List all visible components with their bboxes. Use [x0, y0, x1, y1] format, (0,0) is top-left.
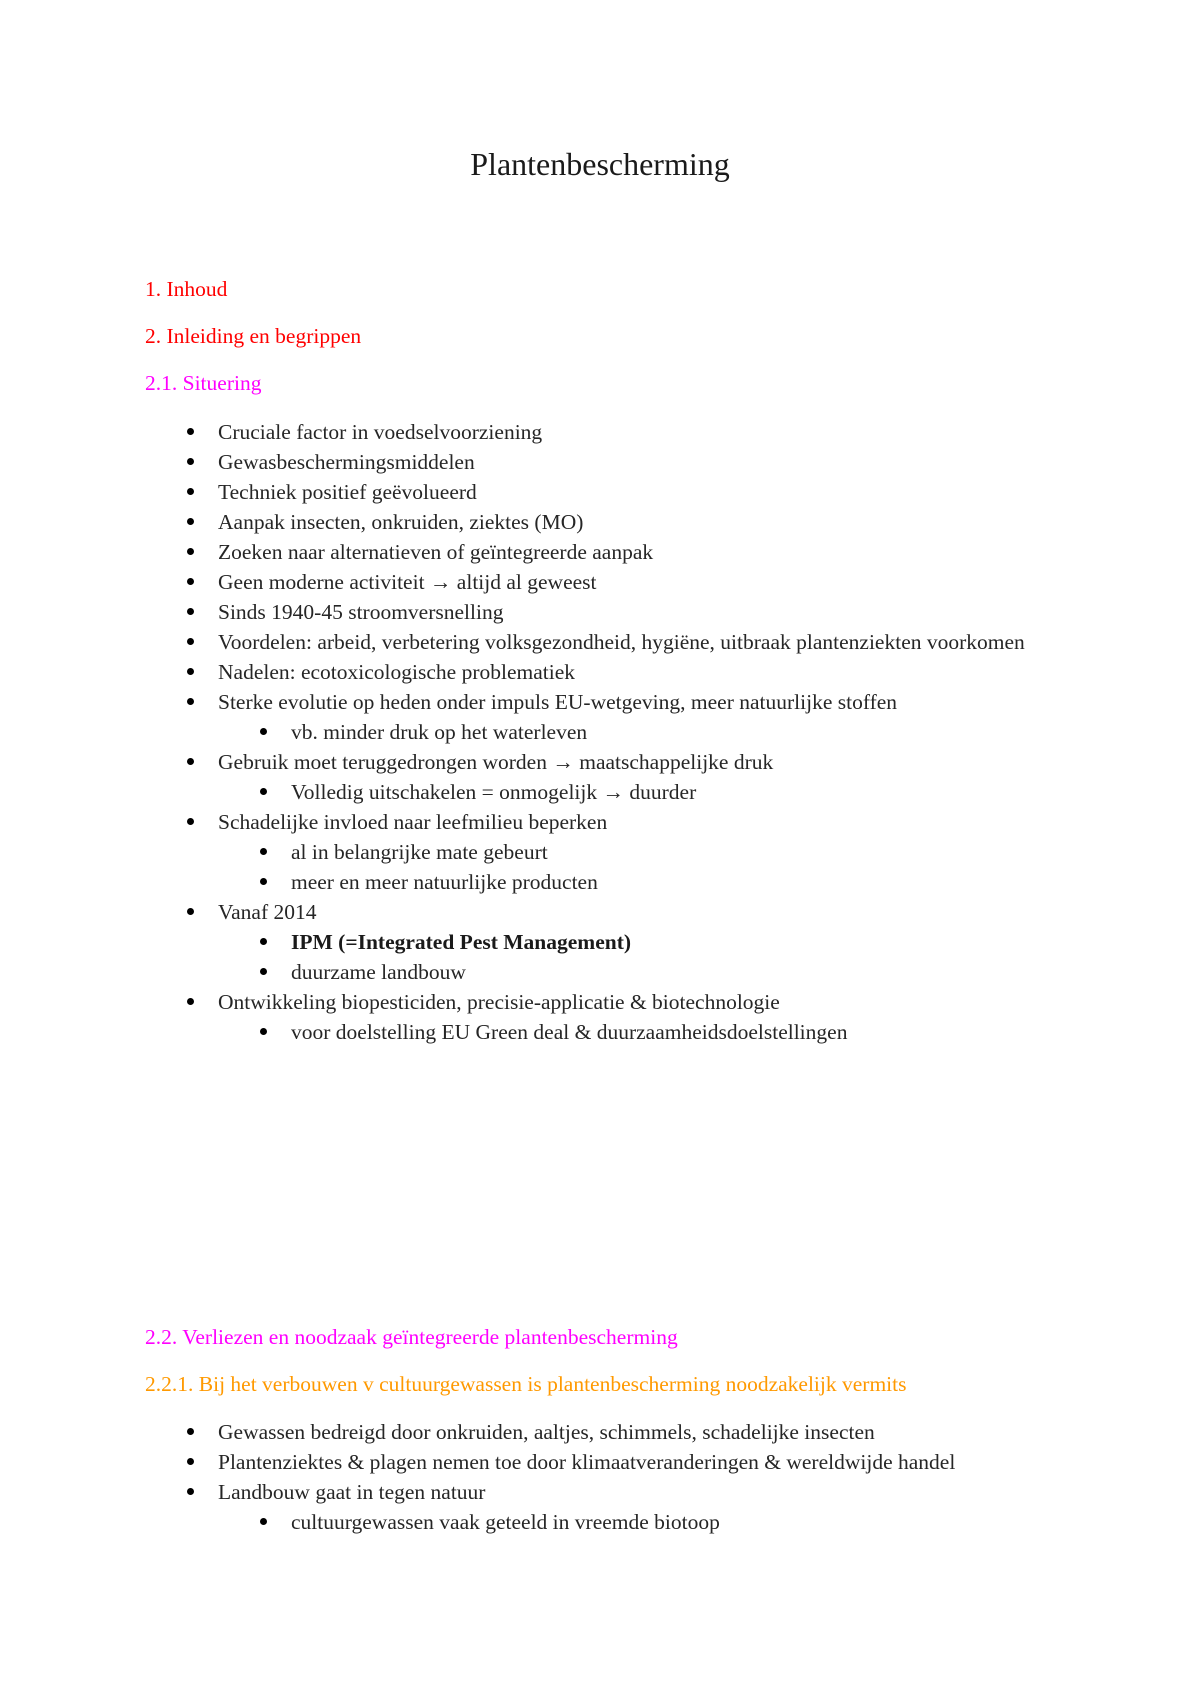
list-item: Sterke evolutie op heden onder impuls EU-wetgeving, meer natuurlijke stoffen [0, 687, 1200, 717]
list-item: Techniek positief geëvolueerd [0, 477, 1200, 507]
heading-situering: 2.1. Situering [145, 371, 262, 395]
sub-list-item: vb. minder druk op het waterleven [0, 717, 1200, 747]
sub-list-item: Volledig uitschakelen = onmogelijk → duurder [0, 777, 1200, 807]
bullet-icon [187, 428, 194, 435]
document-title: Plantenbescherming [470, 146, 730, 182]
bullet-icon [187, 758, 194, 765]
list-item: Vanaf 2014 [0, 897, 1200, 927]
bullet-icon [187, 818, 194, 825]
bullet-icon [260, 878, 267, 885]
bullet-icon [187, 668, 194, 675]
bullet-icon [187, 998, 194, 1005]
situering-list [0, 417, 1200, 1047]
sub-list-item: meer en meer natuurlijke producten [0, 867, 1200, 897]
bullet-icon [260, 1028, 267, 1035]
list-item: Gewassen bedreigd door onkruiden, aaltjes, schimmels, schadelijke insecten [0, 1417, 1200, 1447]
bullet-icon [260, 728, 267, 735]
bullet-icon [260, 968, 267, 975]
heading-verliezen: 2.2. Verliezen en noodzaak geïntegreerde plantenbescherming [145, 1325, 678, 1349]
bullet-icon [187, 488, 194, 495]
bullet-icon [260, 788, 267, 795]
bullet-icon [187, 518, 194, 525]
sub-list-item: cultuurgewassen vaak geteeld in vreemde biotoop [0, 1507, 1200, 1537]
list-item: Gebruik moet teruggedrongen worden → maatschappelijke druk [0, 747, 1200, 777]
list-item: Zoeken naar alternatieven of geïntegreerde aanpak [0, 537, 1200, 567]
sub-list-item: al in belangrijke mate gebeurt [0, 837, 1200, 867]
bullet-icon [187, 578, 194, 585]
bullet-icon [187, 638, 194, 645]
list-item: Schadelijke invloed naar leefmilieu beperken [0, 807, 1200, 837]
list-item: Nadelen: ecotoxicologische problematiek [0, 657, 1200, 687]
list-item: Aanpak insecten, onkruiden, ziektes (MO) [0, 507, 1200, 537]
bullet-icon [187, 548, 194, 555]
verliezen-list [0, 1417, 1200, 1537]
ipm-term: IPM (=Integrated Pest Management) [291, 930, 632, 954]
list-item: Plantenziektes & plagen nemen toe door klimaatveranderingen & wereldwijde handel [0, 1447, 1200, 1477]
list-item: Ontwikkeling biopesticiden, precisie-applicatie & biotechnologie [0, 987, 1200, 1017]
list-item: Landbouw gaat in tegen natuur [0, 1477, 1200, 1507]
list-item: Cruciale factor in voedselvoorziening [0, 417, 1200, 447]
list-item: Voordelen: arbeid, verbetering volksgezondheid, hygiëne, uitbraak plantenziekten voorkomen [0, 627, 1200, 657]
bullet-icon [187, 908, 194, 915]
sub-list-item: voor doelstelling EU Green deal & duurzaamheidsdoelstellingen [0, 1017, 1200, 1047]
heading-noodzakelijk: 2.2.1. Bij het verbouwen v cultuurgewassen is plantenbescherming noodzakelijk vermits [145, 1372, 907, 1396]
bullet-icon [187, 458, 194, 465]
sub-list-item: duurzame landbouw [0, 957, 1200, 987]
bullet-icon [187, 1458, 194, 1465]
bullet-icon [187, 608, 194, 615]
bullet-icon [187, 1428, 194, 1435]
list-item: Geen moderne activiteit → altijd al geweest [0, 567, 1200, 597]
heading-inleiding: 2. Inleiding en begrippen [145, 324, 362, 348]
bullet-icon [187, 698, 194, 705]
list-item: Sinds 1940-45 stroomversnelling [0, 597, 1200, 627]
list-item: Gewasbeschermingsmiddelen [0, 447, 1200, 477]
heading-inhoud: 1. Inhoud [145, 277, 228, 301]
sub-list-item [0, 927, 1200, 957]
bullet-icon [260, 848, 267, 855]
bullet-icon [260, 938, 267, 945]
bullet-icon [187, 1488, 194, 1495]
bullet-icon [260, 1518, 267, 1525]
